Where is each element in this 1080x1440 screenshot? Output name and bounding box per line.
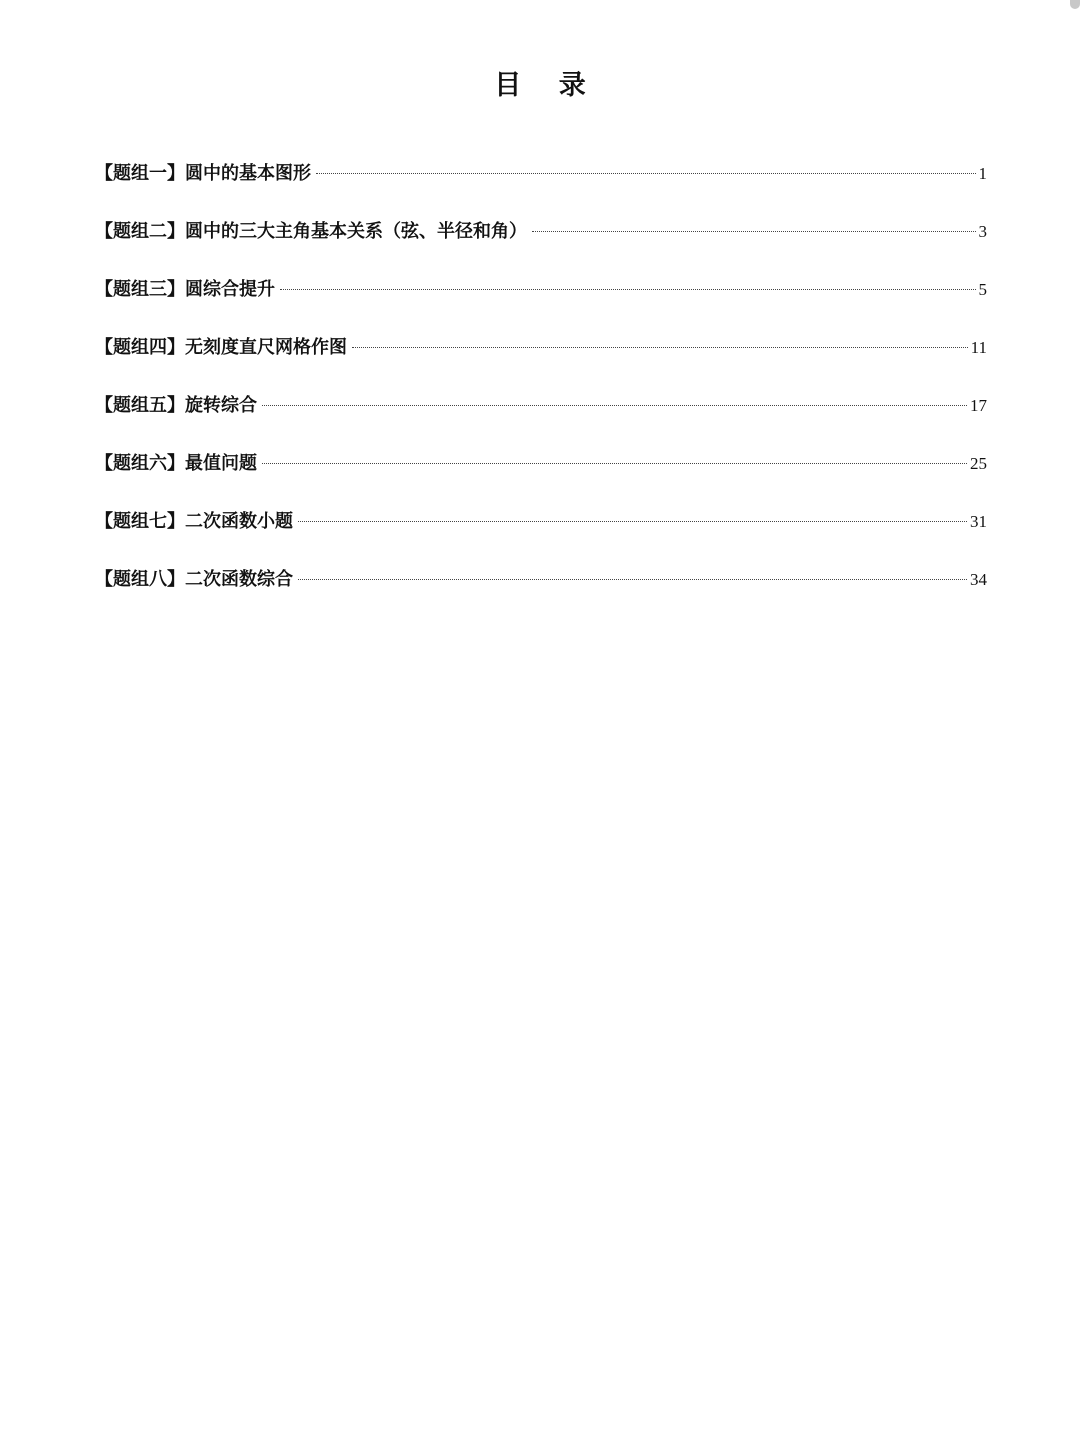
dot-leader: [352, 347, 968, 348]
page-title: 目 录: [494, 70, 600, 101]
dot-leader: [298, 579, 967, 580]
scrollbar-thumb[interactable]: [1070, 0, 1080, 9]
toc-entry[interactable]: [95, 388, 987, 446]
dot-leader: [280, 289, 976, 290]
dot-leader: [262, 405, 967, 406]
dot-leader: [298, 521, 967, 522]
toc-entry[interactable]: [95, 272, 987, 330]
dot-leader: [532, 231, 976, 232]
toc-entry-label: 【题组五】旋转综合: [95, 395, 257, 416]
toc-entry-page: 1: [978, 164, 987, 183]
toc-entry-label: 【题组三】圆综合提升: [95, 279, 275, 300]
table-of-contents: [95, 156, 987, 620]
toc-entry[interactable]: [95, 156, 987, 214]
toc-entry-label: 【题组二】圆中的三大主角基本关系（弦、半径和角）: [95, 221, 527, 242]
toc-entry[interactable]: [95, 330, 987, 388]
toc-entry-page: 34: [970, 570, 987, 589]
toc-entry-label: 【题组六】最值问题: [95, 453, 257, 474]
dot-leader: [262, 463, 967, 464]
toc-entry-label: 【题组七】二次函数小题: [95, 511, 293, 532]
toc-entry[interactable]: [95, 504, 987, 562]
toc-entry[interactable]: [95, 446, 987, 504]
toc-entry-page: 11: [970, 338, 987, 357]
dot-leader: [316, 173, 976, 174]
toc-entry-page: 3: [978, 222, 987, 241]
toc-entry-page: 17: [970, 396, 987, 415]
toc-entry-label: 【题组四】无刻度直尺网格作图: [95, 337, 347, 358]
toc-entry[interactable]: [95, 214, 987, 272]
toc-entry-label: 【题组八】二次函数综合: [95, 569, 293, 590]
toc-entry-page: 25: [970, 454, 987, 473]
toc-entry-label: 【题组一】圆中的基本图形: [95, 163, 311, 184]
toc-entry[interactable]: [95, 562, 987, 620]
toc-entry-page: 5: [978, 280, 987, 299]
toc-entry-page: 31: [970, 512, 987, 531]
